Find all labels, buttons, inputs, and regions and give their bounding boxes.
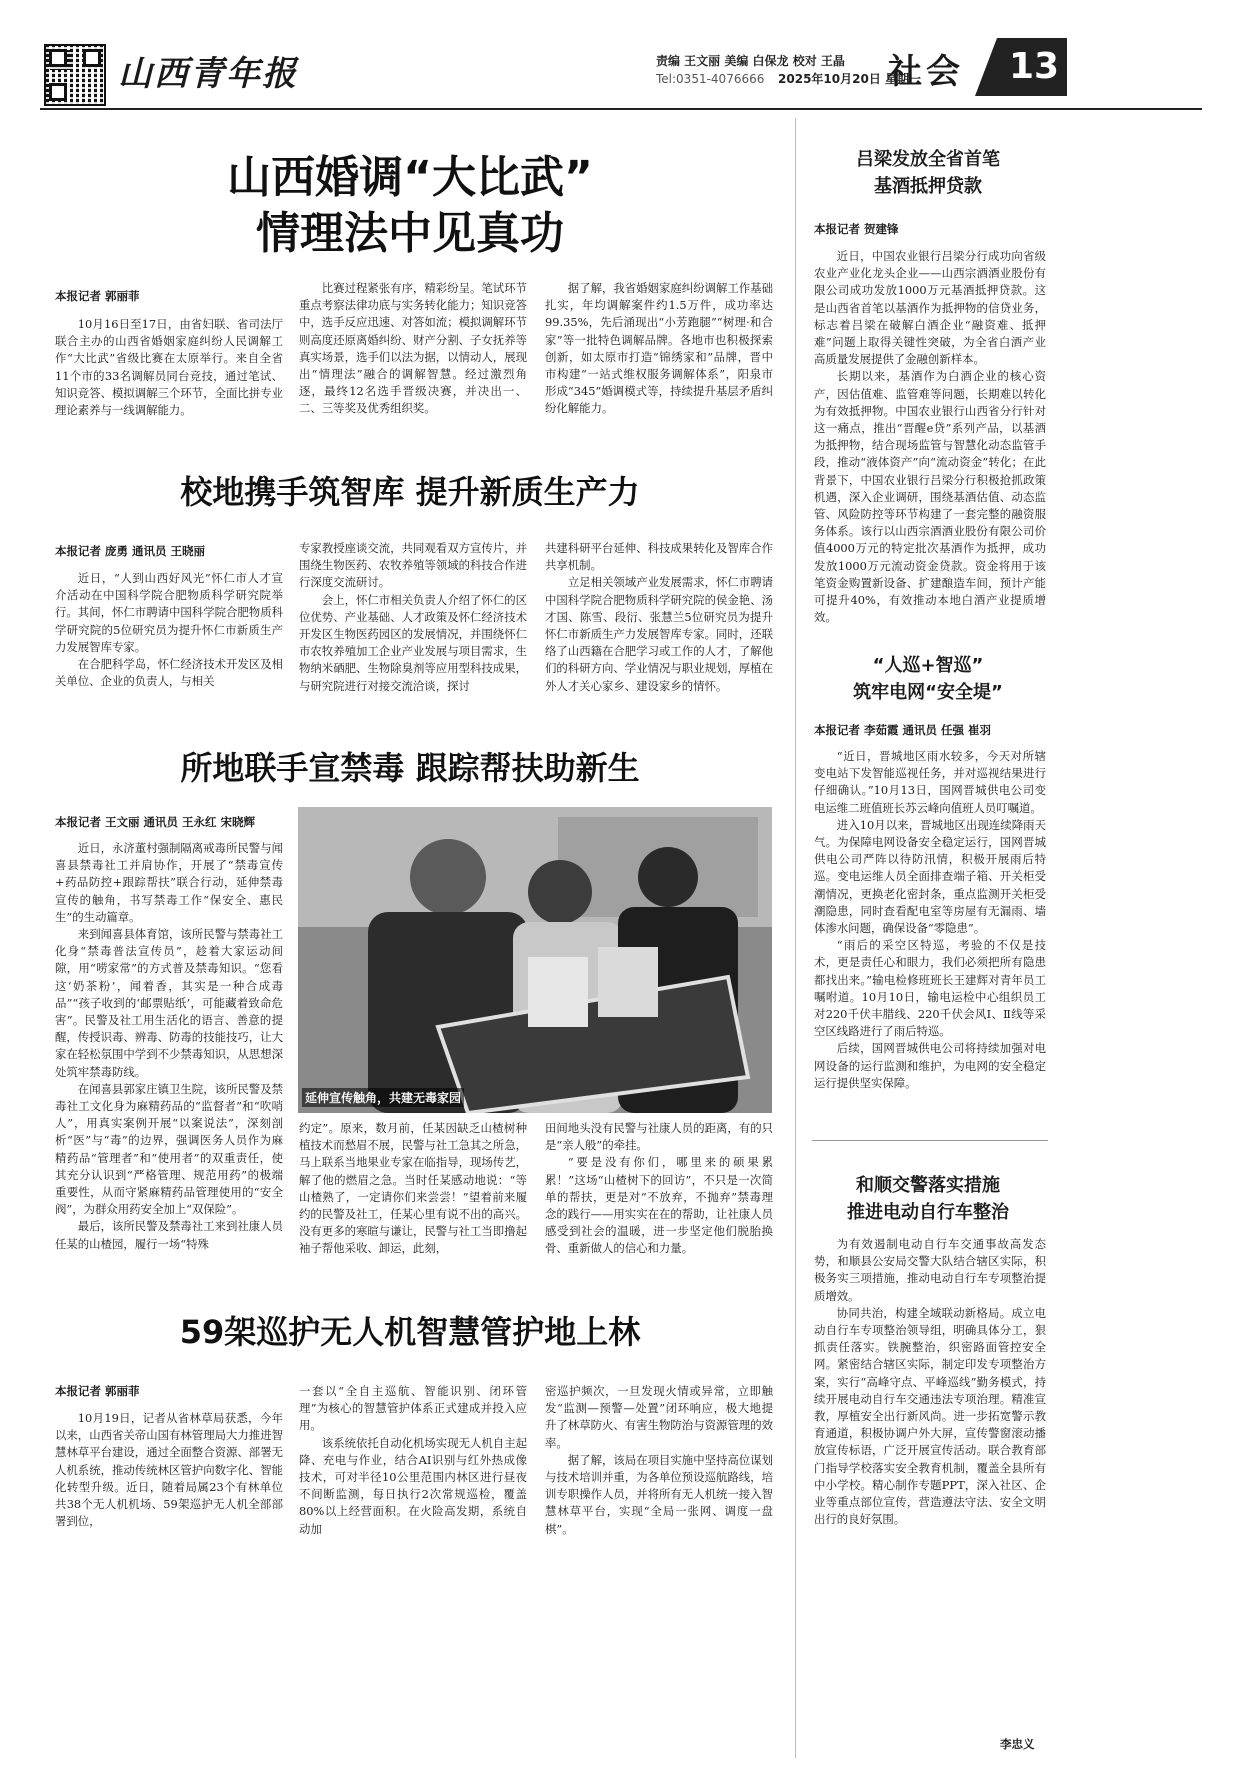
side1-body (814, 248, 1046, 626)
paragraph: 近日，永济董村强制隔离戒毒所民警与闻喜县禁毒社工并肩协作，开展了“禁毒宣传+药品防控+跟踪帮扶”联合行动，延伸禁毒宣传的触角，书写禁毒工作“保安全、惠民生”的生动篇章。 (55, 841, 283, 924)
date-line (656, 70, 921, 88)
side3-headline (812, 1172, 1044, 1226)
side1-headline-line1: 吕梁发放全省首笔 (856, 149, 1000, 170)
side3-headline-line1: 和顺交警落实措施 (856, 1175, 1000, 1196)
photo-caption: 延伸宣传触角，共建无毒家园 (302, 1088, 464, 1107)
article1-col2 (299, 280, 527, 418)
paragraph: 会上，怀仁市相关负责人介绍了怀仁的区位优势、产业基础、人才政策及怀仁经济技术开发区生物医药园区的发展情况，并围绕怀仁市农牧养殖加工企业产业发展与项目需求，生物纳米硒肥、生物除臭剂等应用型科技成果，与研究院进行对接交流洽谈，探讨 (299, 592, 527, 693)
article3-col3 (545, 1120, 773, 1258)
article2-col3 (545, 540, 773, 695)
article1-headline (40, 150, 780, 262)
paragraph: 该系统依托自动化机场实现无人机自主起降、充电与作业，结合AI识别与红外热成像技术，可对半径10公里范围内林区进行昼夜不间断监测，每日执行2次常规巡检，覆盖80%以上经营面积。在火险高发期，系统自动加 (299, 1435, 527, 1536)
page-number: 13 (1009, 46, 1060, 87)
tel: Tel:0351-4076666 (656, 72, 765, 86)
article3-headline: 所地联手宣禁毒 跟踪帮扶助新生 (180, 749, 640, 787)
paragraph: “近日，晋城地区雨水较多，今天对所辖变电站下发智能巡视任务，并对巡视结果进行仔细确认。”10月13日，国网晋城供电公司变电运维二班值班长苏云峰向值班人员叮嘱道。 (814, 749, 1046, 815)
qr-code (44, 44, 106, 106)
paragraph: 立足相关领域产业发展需求，怀仁市聘请中国科学院合肥物质科学研究院的侯金艳、汤才国、陈雪、段衍、张慧兰5位研究员为提升怀仁市新质生产力发展智库专家。同时，还联络了山西籍在合肥学习或工作的人才，了解他们的科研方向、学业情况与职业规划，厚植在外人才关心家乡、建设家乡的情怀。 (545, 575, 773, 693)
article2-byline: 本报记者 庞勇 通讯员 王晓丽 (55, 544, 206, 558)
paragraph: 在合肥科学岛，怀仁经济技术开发区及相关单位、企业的负责人，与相关 (55, 657, 283, 689)
photo-illustration (298, 807, 772, 1113)
paragraph: 后续，国网晋城供电公司将持续加强对电网设备的运行监测和维护，为电网的安全稳定运行提供坚实保障。 (814, 1041, 1046, 1090)
page-number-badge (975, 38, 1065, 96)
side3-body (814, 1236, 1046, 1528)
article3-byline: 本报记者 王文丽 通讯员 王永红 宋晓辉 (55, 815, 256, 829)
paragraph: 来到闻喜县体育馆，该所民警与禁毒社工化身“禁毒普法宣传员”，趁着大家运动间隙，用“唠家常”的方式普及禁毒知识。“您看这‘奶茶粉’，闻着香，其实是一种合成毒品”“孩子收到的‘邮票贴纸’，可能藏着致命危害”。民警及社工用生活化的语言、善意的提醒，传授识毒、辨毒、防毒的技能技巧，让大家在轻松氛围中学到不少禁毒知识，从思想深处筑牢禁毒防线。 (55, 927, 283, 1079)
news-photo (298, 807, 772, 1113)
article2-col2 (299, 540, 527, 695)
paragraph: 专家教授座谈交流，共同观看双方宣传片，并围绕生物医药、农牧养殖等领域的科技合作进行深度交流研讨。 (299, 541, 527, 590)
paragraph: 近日，“人到山西好风光”怀仁市人才宣介活动在中国科学院合肥物质科学研究院举行。其间，怀仁市聘请中国科学院合肥物质科学研究院的5位研究员为提升怀仁市新质生产力发展智库专家。 (55, 571, 283, 654)
side1-headline-line2: 基酒抵押贷款 (874, 176, 982, 197)
sidebar-divider (795, 118, 796, 1758)
paragraph: 据了解，我省婚姻家庭纠纷调解工作基础扎实，年均调解案件约1.5万件，成功率达99.35%，先后涌现出“小芳跑腿”“树理·和合家”等一批特色调解品牌。各地市也积极探索创新，如太原市打造“锦绣家和”品牌，晋中市构建“一站式维权服务调解体系”，阳泉市形成“345”婚调模式等，持续提升基层矛盾纠纷化解能力。 (545, 281, 773, 416)
issue-date: 2025年10月20日 星期一 (778, 72, 922, 86)
paragraph: 最后，该所民警及禁毒社工来到社康人员任某的山楂园，履行一场“特殊 (55, 1219, 283, 1251)
article2-col1 (55, 570, 283, 690)
article1-headline-line1: 山西婚调“大比武” (227, 152, 593, 203)
article1-col1 (55, 316, 283, 419)
paragraph: 共建科研平台延伸、科技成果转化及智库合作共享机制。 (545, 541, 773, 573)
paragraph: 10月16日至17日，由省妇联、省司法厅联合主办的山西省婚姻家庭纠纷人民调解工作“大比武”省级比赛在太原举行。来自全省11个市的33名调解员同台竞技，通过笔试、知识竞答、模拟调解三个环节，全面比拼专业理论素养与一线调解能力。 (55, 317, 283, 418)
side2-headline (812, 652, 1044, 706)
header-meta (656, 52, 921, 88)
paragraph: 近日，中国农业银行吕梁分行成功向省级农业产业化龙头企业——山西宗酒酒业股份有限公司成功发放1000万元基酒抵押贷款。这是山西省首笔以基酒作为抵押物的信贷业务，标志着吕梁在破解白酒企业“融资难、抵押难”问题上取得关键性突破，为全省白酒产业高质量发展提供了金融创新样本。 (814, 249, 1046, 367)
paragraph: 在闻喜县郭家庄镇卫生院，该所民警及禁毒社工文化身为麻精药品的“监督者”和“吹哨人”，用真实案例开展“以案说法”，深刻剖析“医”与“毒”的边界，强调医务人员作为麻精药品“管理者”和“使用者”的双重责任，使其充分认识到“严格管理、规范用药”的极端重要性，从而守紧麻精药品管理使用的“安全阀”，为群众用药安全加上“双保险”。 (55, 1081, 283, 1217)
section-name: 社会 (888, 52, 964, 92)
paragraph: 密巡护频次，一旦发现火情或异常，立即触发“监测—预警—处置”闭环响应，极大地提升了林草防火、有害生物防治与资源管理的效率。 (545, 1384, 773, 1450)
article4-col3 (545, 1383, 773, 1538)
article3-col1 (55, 840, 283, 1253)
side2-headline-line1: “人巡+智巡” (872, 655, 984, 676)
paragraph: 田间地头没有民警与社康人员的距离，有的只是“亲人般”的牵挂。 (545, 1121, 773, 1153)
paragraph: 约定”。原来，数月前，任某因缺乏山楂树种植技术而愁眉不展，民警与社工急其之所急，马上联系当地果业专家在临指导，现场传艺，解了他的燃眉之急。当时任某感动地说：“等山楂熟了，一定请你们来尝尝！”望着前来履约的民警及社工，任某心里有说不出的高兴。没有更多的寒暄与谦让，民警与社工当即撸起袖子帮他采收、卸运，此刻， (299, 1121, 527, 1256)
side2-headline-line2: 筑牢电网“安全堤” (853, 682, 1003, 703)
paragraph: 协同共治，构建全域联动新格局。成立电动自行车专项整治领导组，明确具体分工，狠抓责任落实。铁腕整治，织密路面管控安全网。紧密结合辖区实际，制定印发专项整治方案，实行“高峰守点、平峰巡线”勤务模式，持续开展电动自行车交通违法专项治理。精准宣教，厚植安全出行新风尚。进一步拓宽警示教育通道，积极协调户外大屏，宣传警窗滚动播放宣传标语，广泛开展宣传活动。联合教育部门指导学校落实安全教育机制，覆盖全县所有中小学校。精心制作专题PPT，深入社区、企业等重点部位宣传，营造遵法守法、安全文明出行的良好氛围。 (814, 1305, 1046, 1527)
side3-headline-line2: 推进电动自行车整治 (847, 1202, 1009, 1223)
editors-line: 责编 王文丽 美编 白保龙 校对 王晶 (656, 54, 845, 68)
side2-body (814, 748, 1046, 1092)
side1-headline (812, 146, 1044, 200)
sidebar-rule (812, 1140, 1048, 1141)
side2-byline: 本报记者 李茹霞 通讯员 任强 崔羽 (814, 723, 992, 737)
article2-headline: 校地携手筑智库 提升新质生产力 (180, 473, 640, 511)
article1-col3 (545, 280, 773, 418)
article1-byline: 本报记者 郭丽菲 (55, 289, 140, 303)
paragraph: 10月19日，记者从省林草局获悉，今年以来，山西省关帝山国有林管理局大力推进智慧林草平台建设，通过全面整合资源、部署无人机系统，推动传统林区管护向数字化、智能化转型升级。近日，随着局属23个有林单位共38个无人机机场、59架巡护无人机全部部署到位， (55, 1411, 283, 1529)
paragraph: 为有效遏制电动自行车交通事故高发态势，和顺县公安局交警大队结合辖区实际，积极务实三项措施，推动电动自行车专项整治提质增效。 (814, 1237, 1046, 1303)
article3-col2 (299, 1120, 527, 1258)
article4-col1 (55, 1410, 283, 1530)
side3-author: 李忠义 (1000, 1737, 1035, 1751)
paragraph: 据了解，该局在项目实施中坚持高位谋划与技术培训并重，为各单位预设巡航路线，培训专职操作人员，并将所有无人机统一接入智慧林草平台，实现“全局一张网、调度一盘棋”。 (545, 1452, 773, 1536)
masthead-logo: 山西青年报 (118, 54, 298, 94)
paragraph: “雨后的采空区特巡，考验的不仅是技术，更是责任心和眼力，我们必须把所有隐患都找出来。”输电检修班班长王建辉对青年员工嘱咐道。10月10日，输电运检中心组织员工对220千伏丰腊线、220千伏会风Ⅰ、Ⅱ线等采空区线路进行了雨后特巡。 (814, 938, 1046, 1039)
article4-col2 (299, 1383, 527, 1538)
paragraph: “要是没有你们，哪里来的硕果累累！”这场“山楂树下的回访”，不只是一次简单的帮扶，更是对“不放弃，不抛弃”禁毒理念的践行——用实实在在的帮助，让社康人员感受到社会的温暖，进一步坚定他们脱胎换骨、重新做人的信心和力量。 (545, 1155, 773, 1256)
paragraph: 一套以“全自主巡航、智能识别、闭环管理”为核心的智慧管护体系正式建成并投入应用。 (299, 1384, 527, 1433)
paragraph: 长期以来，基酒作为白酒企业的核心资产，因估值难、监管难等问题，长期难以转化为有效抵押物。中国农业银行山西省分行针对这一痛点，推出“晋醒e贷”系列产品，以基酒为抵押物，结合现场监管与智慧化动态监管手段，推动“液体资产”向“流动资金”转化；在此背景下，中国农业银行吕梁分行积极抢抓政策机遇，深入企业调研，围绕基酒估值、动态监管、风险防控等环节构建了一套完整的融资服务体系。该行以山西宗酒酒业股份有限公司价值4000万元的特定批次基酒作为抵押，成功发放1000万元流动资金贷款。资金将用于该笔资金购置新设备、扩建酿造车间，预计产能可提升40%，有效推动本地白酒产业提质增效。 (814, 369, 1046, 625)
article1-headline-line2: 情理法中见真功 (256, 208, 564, 259)
side1-byline: 本报记者 贺建锋 (814, 222, 899, 236)
header-rule (40, 108, 1202, 110)
article4-byline: 本报记者 郭丽菲 (55, 1384, 140, 1398)
article4-headline: 59架巡护无人机智慧管护地上林 (179, 1313, 641, 1351)
paragraph: 比赛过程紧张有序，精彩纷呈。笔试环节重点考察法律功底与实务转化能力；知识竞答中，选手反应迅速、对答如流；模拟调解环节则高度还原离婚纠纷、财产分割、子女抚养等真实场景，选手们以法为据，以情动人，展现出“情理法”融合的调解智慧。经过激烈角逐，最终12名选手晋级决赛，并决出一、二、三等奖及优秀组织奖。 (299, 281, 527, 416)
paragraph: 进入10月以来，晋城地区出现连续降雨天气。为保障电网设备安全稳定运行，国网晋城供电公司严阵以待防汛情，积极开展雨后特巡。变电运维人员全面排查端子箱、开关柜受潮情况，更换老化密封条，重点监测开关柜受潮隐患，同时查看配电室等房屋有无漏雨、墙体渗水问题，确保设备“零隐患”。 (814, 817, 1046, 936)
